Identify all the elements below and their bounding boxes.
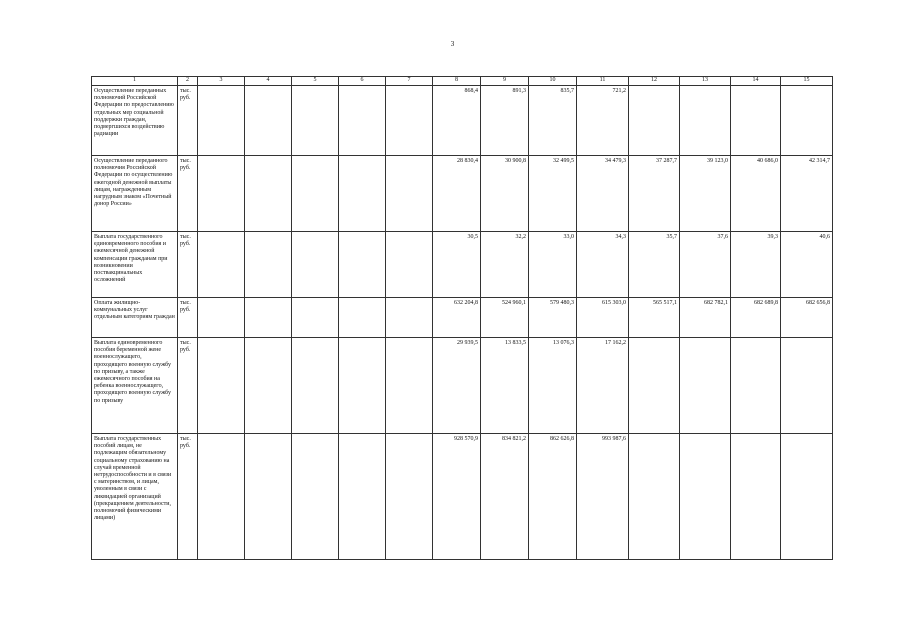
column-header: 6 [339,77,386,86]
value-cell [292,434,339,560]
row-name: Выплата государственного единовременного пособия и ежемесячной денежной компенсации гражданам при возникновении поствакцинальных осложнений [92,232,178,298]
row-name: Выплата единовременного пособия беременной жене военнослужащего, проходящего военную службу по призыву, а также ежемесячного пособия на ребенка военнослужащего, проходящего военную службу по призыву [92,338,178,434]
row-name: Выплата государственных пособий лицам, не подлежащим обязательному социальному страхованию на случай временной нетрудоспособности и в связи с материнством, и лицам, уволенным в связи с ликвидацией организаций (прекращением деятельности, полномочий физическими лицами) [92,434,178,560]
value-cell [680,434,731,560]
value-cell: 28 830,4 [433,156,481,232]
value-cell: 862 626,8 [529,434,577,560]
value-cell [245,434,292,560]
column-header: 15 [781,77,833,86]
row-name: Оплата жилищно-коммунальных услуг отдельным категориям граждан [92,298,178,338]
value-cell: 834 821,2 [481,434,529,560]
value-cell [386,156,433,232]
value-cell [198,434,245,560]
value-cell: 13 833,5 [481,338,529,434]
column-header: 7 [386,77,433,86]
value-cell: 37,6 [680,232,731,298]
value-cell: 30,5 [433,232,481,298]
value-cell [198,86,245,156]
row-unit: тыс. руб. [178,338,198,434]
value-cell [245,232,292,298]
value-cell [339,86,386,156]
table-row [92,338,833,434]
value-cell [198,298,245,338]
value-cell: 34,3 [577,232,629,298]
column-header: 3 [198,77,245,86]
column-header: 12 [629,77,680,86]
value-cell [629,86,680,156]
value-cell [680,338,731,434]
column-header: 11 [577,77,629,86]
row-unit: тыс. руб. [178,298,198,338]
value-cell [292,338,339,434]
value-cell: 835,7 [529,86,577,156]
row-unit: тыс. руб. [178,86,198,156]
row-unit: тыс. руб. [178,232,198,298]
value-cell: 17 162,2 [577,338,629,434]
value-cell: 42 314,7 [781,156,833,232]
column-header: 2 [178,77,198,86]
value-cell: 40 686,0 [731,156,781,232]
value-cell: 30 900,8 [481,156,529,232]
value-cell: 682 656,8 [781,298,833,338]
value-cell [339,156,386,232]
column-header: 8 [433,77,481,86]
value-cell: 34 479,3 [577,156,629,232]
value-cell [339,338,386,434]
value-cell [245,156,292,232]
value-cell [339,298,386,338]
value-cell: 40,6 [781,232,833,298]
table-row [92,298,833,338]
value-cell: 928 570,9 [433,434,481,560]
value-cell [386,434,433,560]
value-cell: 579 480,3 [529,298,577,338]
value-cell [339,434,386,560]
value-cell [292,232,339,298]
value-cell: 868,4 [433,86,481,156]
value-cell [198,232,245,298]
value-cell: 565 517,1 [629,298,680,338]
value-cell: 682 689,8 [731,298,781,338]
value-cell [339,232,386,298]
value-cell: 39,3 [731,232,781,298]
value-cell [245,298,292,338]
value-cell [245,86,292,156]
value-cell [781,434,833,560]
value-cell [292,86,339,156]
value-cell: 35,7 [629,232,680,298]
value-cell: 39 123,0 [680,156,731,232]
value-cell: 891,3 [481,86,529,156]
value-cell [386,298,433,338]
value-cell: 632 204,8 [433,298,481,338]
row-name: Осуществление переданных полномочий Российской Федерации по предоставлению отдельных мер социальной поддержки граждан, подвергшихся воздействию радиации [92,86,178,156]
value-cell: 32 499,5 [529,156,577,232]
column-header: 4 [245,77,292,86]
value-cell [629,434,680,560]
table-row [92,156,833,232]
value-cell [292,298,339,338]
value-cell: 721,2 [577,86,629,156]
page-number: 3 [450,40,455,48]
value-cell: 682 782,1 [680,298,731,338]
table-row [92,86,833,156]
header-row [92,77,833,86]
value-cell: 29 939,5 [433,338,481,434]
value-cell [386,86,433,156]
row-unit: тыс. руб. [178,434,198,560]
value-cell [680,86,731,156]
value-cell: 33,0 [529,232,577,298]
value-cell [386,338,433,434]
value-cell: 993 987,6 [577,434,629,560]
expenditure-table [91,76,833,560]
value-cell: 615 303,0 [577,298,629,338]
value-cell [731,434,781,560]
column-header: 14 [731,77,781,86]
value-cell: 13 076,3 [529,338,577,434]
value-cell [198,156,245,232]
table-row [92,434,833,560]
value-cell [731,86,781,156]
value-cell [386,232,433,298]
column-header: 10 [529,77,577,86]
table-row [92,232,833,298]
value-cell [292,156,339,232]
column-header: 13 [680,77,731,86]
row-unit: тыс. руб. [178,156,198,232]
value-cell: 32,2 [481,232,529,298]
column-header: 5 [292,77,339,86]
value-cell [629,338,680,434]
value-cell: 524 960,1 [481,298,529,338]
column-header: 1 [92,77,178,86]
column-header: 9 [481,77,529,86]
value-cell [781,86,833,156]
row-name: Осуществление переданного полномочия Российской Федерации по осуществлению ежегодной денежной выплаты лицам, награжденным нагрудным знаком «Почетный донор России» [92,156,178,232]
value-cell [781,338,833,434]
value-cell [198,338,245,434]
value-cell [731,338,781,434]
value-cell [245,338,292,434]
value-cell: 37 287,7 [629,156,680,232]
